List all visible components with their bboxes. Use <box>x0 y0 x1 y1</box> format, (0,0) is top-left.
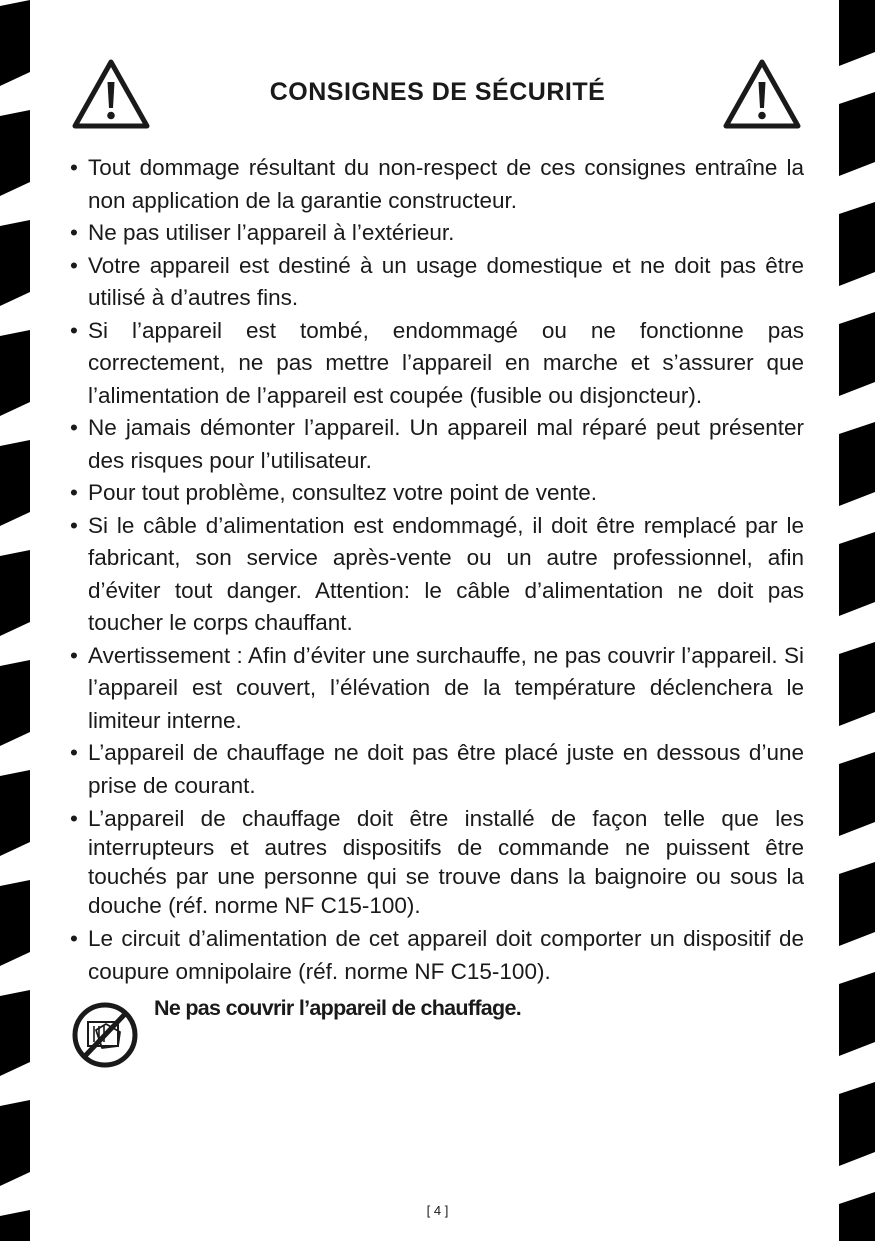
list-item: • Si le câble d’alimentation est endommagé, il doit être remplacé par le fabricant, son service après-vente ou un autre professionnel, afin d’éviter tout danger. Attention: le câble d’alimentation ne doit pas toucher le corps chauffant. <box>68 510 804 640</box>
list-item: • Le circuit d’alimentation de cet appareil doit comporter un dispositif de coupure omnipolaire (réf. norme NF C15-100). <box>68 923 804 988</box>
warning-triangle-icon <box>722 58 802 130</box>
list-item: • L’appareil de chauffage ne doit pas être placé juste en dessous d’une prise de courant. <box>68 737 804 802</box>
list-item: • Pour tout problème, consultez votre point de vente. <box>68 477 804 510</box>
page-number: [ 4 ] <box>426 1203 449 1218</box>
list-item: • Avertissement : Afin d’éviter une surchauffe, ne pas couvrir l’appareil. Si l’appareil est couvert, l’élévation de la température déclenchera le limiteur interne. <box>68 640 804 738</box>
do-not-cover-notice: Ne pas couvrir l’appareil de chauffage. <box>154 996 521 1020</box>
left-hazard-border <box>0 0 30 1241</box>
do-not-cover-icon <box>72 1002 138 1068</box>
page-title: CONSIGNES DE SÉCURITÉ <box>269 78 606 106</box>
safety-instructions-list <box>68 152 804 988</box>
list-item: • Tout dommage résultant du non-respect de ces consignes entraîne la non application de la garantie constructeur. <box>68 152 804 217</box>
list-item: • L’appareil de chauffage doit être installé de façon telle que les interrupteurs et autres dispositifs de commande ne puissent être touchés par une personne qui se trouve dans la baignoire ou sous la douche (réf. norme NF C15-100). <box>68 804 804 920</box>
list-item: • Si l’appareil est tombé, endommagé ou ne fonctionne pas correctement, ne pas mettre l’appareil en marche et s’assurer que l’alimentation de l’appareil est coupée (fusible ou disjoncteur). <box>68 315 804 413</box>
list-item: • Ne pas utiliser l’appareil à l’extérieur. <box>68 217 804 250</box>
list-item: • Votre appareil est destiné à un usage domestique et ne doit pas être utilisé à d’autres fins. <box>68 250 804 315</box>
right-hazard-border <box>839 0 875 1241</box>
list-item: • Ne jamais démonter l’appareil. Un appareil mal réparé peut présenter des risques pour l’utilisateur. <box>68 412 804 477</box>
